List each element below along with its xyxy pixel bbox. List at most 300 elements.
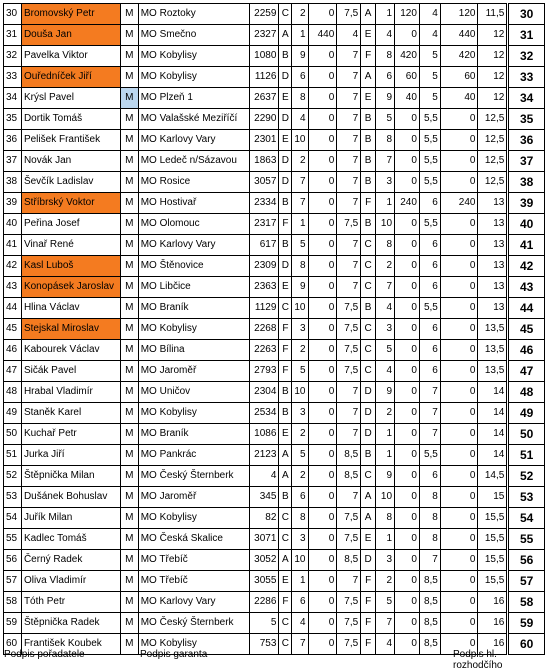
points-cell: 7 (337, 382, 361, 403)
category-cell: M (120, 298, 138, 319)
total-points-cell: 13,5 (478, 340, 508, 361)
place-cell: 10 (292, 130, 308, 151)
competitor-name: Černý Radek (21, 550, 120, 571)
points-cell: 7 (337, 571, 361, 592)
row-number: 43 (4, 277, 22, 298)
row-number: 34 (4, 88, 22, 109)
final-rank-cell: 43 (508, 277, 545, 298)
registration-number: 2268 (250, 319, 279, 340)
weight-cell: 0 (395, 256, 420, 277)
weight-cell: 0 (395, 571, 420, 592)
row-number: 45 (4, 319, 22, 340)
total-weight-cell: 0 (440, 445, 478, 466)
table-row (4, 424, 545, 445)
final-rank-cell: 51 (508, 445, 545, 466)
total-weight-cell: 0 (440, 172, 478, 193)
weight-cell: 0 (308, 571, 337, 592)
weight-cell: 0 (395, 487, 420, 508)
place-cell: 10 (292, 382, 308, 403)
sector-cell: D (279, 109, 292, 130)
final-rank-cell: 53 (508, 487, 545, 508)
club-cell: MO Braník (138, 424, 250, 445)
weight-cell: 40 (395, 88, 420, 109)
club-cell: MO Český Šternberk (138, 613, 250, 634)
row-number: 32 (4, 46, 22, 67)
points-cell: 7 (337, 235, 361, 256)
total-points-cell: 13 (478, 277, 508, 298)
weight-cell: 0 (308, 67, 337, 88)
club-cell: MO Roztoky (138, 4, 250, 25)
total-weight-cell: 0 (440, 109, 478, 130)
weight-cell: 0 (308, 130, 337, 151)
points-cell: 7 (337, 487, 361, 508)
sector-cell: C (279, 298, 292, 319)
total-points-cell: 14,5 (478, 466, 508, 487)
sector-cell: F (279, 214, 292, 235)
table-row (4, 67, 545, 88)
place-cell: 6 (292, 487, 308, 508)
sector-cell: B (361, 151, 376, 172)
organizer-signature-label: Podpis pořadatele (4, 649, 85, 660)
category-cell: M (120, 445, 138, 466)
club-cell: MO Česká Skalice (138, 529, 250, 550)
weight-cell: 0 (308, 466, 337, 487)
points-cell: 5,5 (419, 445, 440, 466)
place-cell: 9 (376, 466, 395, 487)
total-points-cell: 12,5 (478, 109, 508, 130)
points-cell: 5,5 (419, 214, 440, 235)
points-cell: 8,5 (419, 571, 440, 592)
place-cell: 10 (292, 550, 308, 571)
club-cell: MO Libčice (138, 277, 250, 298)
sector-cell: B (279, 403, 292, 424)
sector-cell: D (361, 424, 376, 445)
sector-cell: D (279, 67, 292, 88)
weight-cell: 0 (308, 256, 337, 277)
total-weight-cell: 0 (440, 298, 478, 319)
place-cell: 7 (292, 634, 308, 655)
registration-number: 2363 (250, 277, 279, 298)
place-cell: 1 (376, 529, 395, 550)
guarantor-signature-label: Podpis garanta (140, 649, 208, 660)
sector-cell: C (279, 529, 292, 550)
row-number: 56 (4, 550, 22, 571)
points-cell: 7 (419, 403, 440, 424)
category-cell: M (120, 4, 138, 25)
competitor-name: Tóth Petr (21, 592, 120, 613)
competitor-name: Stříbrský Voktor (21, 193, 120, 214)
competitor-name: Jurka Jiří (21, 445, 120, 466)
club-cell: MO Olomouc (138, 214, 250, 235)
table-row (4, 361, 545, 382)
table-row (4, 550, 545, 571)
weight-cell: 0 (395, 382, 420, 403)
place-cell: 8 (292, 256, 308, 277)
points-cell: 8 (419, 487, 440, 508)
final-rank-cell: 32 (508, 46, 545, 67)
points-cell: 7 (337, 172, 361, 193)
points-cell: 7,5 (337, 340, 361, 361)
row-number: 49 (4, 403, 22, 424)
weight-cell: 0 (395, 130, 420, 151)
weight-cell: 0 (308, 361, 337, 382)
total-points-cell: 13 (478, 235, 508, 256)
sector-cell: E (279, 424, 292, 445)
points-cell: 8,5 (337, 550, 361, 571)
total-points-cell: 14 (478, 403, 508, 424)
club-cell: MO Bílina (138, 340, 250, 361)
competitor-name: František Koubek (21, 634, 120, 655)
sector-cell: E (279, 130, 292, 151)
registration-number: 2301 (250, 130, 279, 151)
sector-cell: B (361, 109, 376, 130)
total-weight-cell: 0 (440, 466, 478, 487)
registration-number: 5 (250, 613, 279, 634)
points-cell: 6 (419, 277, 440, 298)
total-weight-cell: 40 (440, 88, 478, 109)
row-number: 54 (4, 508, 22, 529)
points-cell: 7 (419, 550, 440, 571)
competitor-name: Novák Jan (21, 151, 120, 172)
place-cell: 1 (292, 214, 308, 235)
competitor-name: Douša Jan (21, 25, 120, 46)
category-cell: M (120, 130, 138, 151)
competitor-name: Vinař René (21, 235, 120, 256)
points-cell: 6 (419, 193, 440, 214)
final-rank-cell: 37 (508, 151, 545, 172)
category-cell: M (120, 214, 138, 235)
category-cell: M (120, 529, 138, 550)
sector-cell: C (361, 277, 376, 298)
total-weight-cell: 60 (440, 67, 478, 88)
table-row (4, 4, 545, 25)
place-cell: 7 (376, 151, 395, 172)
weight-cell: 0 (308, 46, 337, 67)
total-points-cell: 12,5 (478, 151, 508, 172)
final-rank-cell: 55 (508, 529, 545, 550)
points-cell: 5 (419, 67, 440, 88)
points-cell: 7 (337, 277, 361, 298)
club-cell: MO Valašské Meziříčí (138, 109, 250, 130)
table-row (4, 46, 545, 67)
table-row (4, 172, 545, 193)
points-cell: 7 (337, 109, 361, 130)
total-points-cell: 16 (478, 613, 508, 634)
place-cell: 6 (292, 592, 308, 613)
club-cell: MO Kobylisy (138, 403, 250, 424)
place-cell: 3 (292, 319, 308, 340)
final-rank-cell: 39 (508, 193, 545, 214)
table-row (4, 487, 545, 508)
points-cell: 7,5 (337, 4, 361, 25)
weight-cell: 0 (308, 529, 337, 550)
total-weight-cell: 0 (440, 424, 478, 445)
total-weight-cell: 0 (440, 235, 478, 256)
points-cell: 5 (419, 46, 440, 67)
row-number: 53 (4, 487, 22, 508)
competitor-name: Konopásek Jaroslav (21, 277, 120, 298)
points-cell: 6 (419, 340, 440, 361)
row-number: 51 (4, 445, 22, 466)
sector-cell: D (361, 403, 376, 424)
points-cell: 7 (337, 424, 361, 445)
total-points-cell: 15,5 (478, 571, 508, 592)
place-cell: 5 (376, 340, 395, 361)
points-cell: 8,5 (337, 445, 361, 466)
total-weight-cell: 0 (440, 634, 478, 655)
registration-number: 2334 (250, 193, 279, 214)
weight-cell: 0 (308, 382, 337, 403)
sector-cell: C (279, 634, 292, 655)
final-rank-cell: 49 (508, 403, 545, 424)
registration-number: 345 (250, 487, 279, 508)
place-cell: 5 (292, 235, 308, 256)
registration-number: 2637 (250, 88, 279, 109)
sector-cell: C (361, 319, 376, 340)
points-cell: 5,5 (419, 298, 440, 319)
total-weight-cell: 0 (440, 571, 478, 592)
weight-cell: 0 (308, 403, 337, 424)
final-rank-cell: 52 (508, 466, 545, 487)
weight-cell: 0 (395, 361, 420, 382)
sector-cell: C (361, 466, 376, 487)
category-cell: M (120, 466, 138, 487)
row-number: 44 (4, 298, 22, 319)
weight-cell: 0 (308, 277, 337, 298)
weight-cell: 0 (308, 109, 337, 130)
total-points-cell: 13 (478, 214, 508, 235)
total-weight-cell: 0 (440, 340, 478, 361)
points-cell: 5,5 (419, 172, 440, 193)
category-cell: M (120, 487, 138, 508)
table-row (4, 25, 545, 46)
sector-cell: E (279, 88, 292, 109)
place-cell: 4 (292, 613, 308, 634)
competitor-name: Oliva Vladimír (21, 571, 120, 592)
weight-cell: 0 (395, 445, 420, 466)
place-cell: 9 (292, 46, 308, 67)
category-cell: M (120, 256, 138, 277)
total-weight-cell: 0 (440, 151, 478, 172)
club-cell: MO Rosice (138, 172, 250, 193)
club-cell: MO Kobylisy (138, 67, 250, 88)
weight-cell: 0 (395, 109, 420, 130)
points-cell: 7 (337, 46, 361, 67)
place-cell: 5 (292, 361, 308, 382)
place-cell: 10 (376, 487, 395, 508)
registration-number: 1086 (250, 424, 279, 445)
points-cell: 7,5 (337, 529, 361, 550)
weight-cell: 0 (395, 529, 420, 550)
points-cell: 6 (419, 361, 440, 382)
competitor-name: Stejskal Miroslav (21, 319, 120, 340)
sector-cell: C (279, 4, 292, 25)
final-rank-cell: 33 (508, 67, 545, 88)
category-cell: M (120, 403, 138, 424)
sector-cell: A (279, 550, 292, 571)
total-weight-cell: 120 (440, 4, 478, 25)
points-cell: 7,5 (337, 319, 361, 340)
competitor-name: Štěpnička Radek (21, 613, 120, 634)
place-cell: 2 (292, 424, 308, 445)
points-cell: 7 (337, 151, 361, 172)
total-weight-cell: 0 (440, 550, 478, 571)
total-weight-cell: 0 (440, 592, 478, 613)
sector-cell: B (279, 235, 292, 256)
points-cell: 7,5 (337, 613, 361, 634)
total-points-cell: 16 (478, 634, 508, 655)
category-cell: M (120, 172, 138, 193)
total-weight-cell: 0 (440, 529, 478, 550)
club-cell: MO Karlovy Vary (138, 130, 250, 151)
total-weight-cell: 440 (440, 25, 478, 46)
registration-number: 2793 (250, 361, 279, 382)
row-number: 52 (4, 466, 22, 487)
club-cell: MO Kobylisy (138, 634, 250, 655)
weight-cell: 0 (395, 151, 420, 172)
row-number: 48 (4, 382, 22, 403)
sector-cell: A (361, 4, 376, 25)
results-table (3, 3, 545, 655)
sector-cell: C (279, 613, 292, 634)
weight-cell: 0 (395, 424, 420, 445)
points-cell: 7,5 (337, 214, 361, 235)
club-cell: MO Karlovy Vary (138, 592, 250, 613)
place-cell: 3 (376, 319, 395, 340)
competitor-name: Juřík Milan (21, 508, 120, 529)
club-cell: MO Karlovy Vary (138, 235, 250, 256)
place-cell: 1 (376, 424, 395, 445)
row-number: 42 (4, 256, 22, 277)
category-cell: M (120, 67, 138, 88)
points-cell: 4 (419, 4, 440, 25)
competitor-name: Hlina Václav (21, 298, 120, 319)
total-weight-cell: 0 (440, 487, 478, 508)
place-cell: 2 (376, 256, 395, 277)
club-cell: MO Třebíč (138, 571, 250, 592)
weight-cell: 0 (308, 550, 337, 571)
table-row (4, 382, 545, 403)
total-weight-cell: 0 (440, 361, 478, 382)
points-cell: 5,5 (419, 109, 440, 130)
competitor-name: Kadlec Tomáš (21, 529, 120, 550)
sector-cell: A (279, 25, 292, 46)
total-points-cell: 13 (478, 298, 508, 319)
points-cell: 5,5 (419, 130, 440, 151)
weight-cell: 0 (395, 172, 420, 193)
competitor-name: Štěpnička Milan (21, 466, 120, 487)
row-number: 58 (4, 592, 22, 613)
table-row (4, 193, 545, 214)
place-cell: 3 (376, 172, 395, 193)
category-cell: M (120, 550, 138, 571)
place-cell: 4 (376, 298, 395, 319)
registration-number: 2123 (250, 445, 279, 466)
place-cell: 4 (376, 634, 395, 655)
place-cell: 8 (376, 46, 395, 67)
place-cell: 9 (292, 277, 308, 298)
registration-number: 2327 (250, 25, 279, 46)
sector-cell: B (279, 382, 292, 403)
category-cell: M (120, 319, 138, 340)
table-row (4, 508, 545, 529)
competitor-name: Pelišek František (21, 130, 120, 151)
final-rank-cell: 56 (508, 550, 545, 571)
weight-cell: 0 (308, 193, 337, 214)
place-cell: 2 (376, 571, 395, 592)
registration-number: 3052 (250, 550, 279, 571)
points-cell: 7 (419, 382, 440, 403)
sector-cell: B (279, 46, 292, 67)
sector-cell: E (279, 571, 292, 592)
total-weight-cell: 240 (440, 193, 478, 214)
total-weight-cell: 0 (440, 613, 478, 634)
category-cell: M (120, 424, 138, 445)
row-number: 35 (4, 109, 22, 130)
weight-cell: 0 (395, 298, 420, 319)
total-weight-cell: 0 (440, 403, 478, 424)
weight-cell: 0 (308, 340, 337, 361)
sector-cell: B (279, 193, 292, 214)
table-row (4, 214, 545, 235)
registration-number: 2317 (250, 214, 279, 235)
weight-cell: 0 (308, 508, 337, 529)
weight-cell: 0 (395, 592, 420, 613)
competitor-name: Krýsl Pavel (21, 88, 120, 109)
points-cell: 6 (419, 256, 440, 277)
points-cell: 7,5 (337, 298, 361, 319)
competitor-name: Dortik Tomáš (21, 109, 120, 130)
points-cell: 6 (419, 319, 440, 340)
weight-cell: 440 (308, 25, 337, 46)
points-cell: 8,5 (419, 592, 440, 613)
points-cell: 6 (419, 466, 440, 487)
sector-cell: D (279, 256, 292, 277)
club-cell: MO Hostivař (138, 193, 250, 214)
category-cell: M (120, 340, 138, 361)
category-cell: M (120, 613, 138, 634)
final-rank-cell: 30 (508, 4, 545, 25)
row-number: 38 (4, 172, 22, 193)
place-cell: 10 (376, 214, 395, 235)
place-cell: 3 (292, 403, 308, 424)
club-cell: MO Smečno (138, 25, 250, 46)
table-row (4, 130, 545, 151)
competitor-name: Kabourek Václav (21, 340, 120, 361)
final-rank-cell: 47 (508, 361, 545, 382)
total-points-cell: 15,5 (478, 550, 508, 571)
sector-cell: B (361, 172, 376, 193)
final-rank-cell: 48 (508, 382, 545, 403)
sector-cell: D (361, 550, 376, 571)
place-cell: 3 (376, 550, 395, 571)
weight-cell: 240 (395, 193, 420, 214)
sector-cell: F (361, 592, 376, 613)
table-row (4, 298, 545, 319)
place-cell: 8 (376, 235, 395, 256)
total-points-cell: 13,5 (478, 319, 508, 340)
place-cell: 8 (292, 88, 308, 109)
place-cell: 2 (292, 4, 308, 25)
total-points-cell: 16 (478, 592, 508, 613)
total-weight-cell: 0 (440, 130, 478, 151)
place-cell: 4 (376, 361, 395, 382)
club-cell: MO Pankrác (138, 445, 250, 466)
weight-cell: 0 (308, 445, 337, 466)
place-cell: 4 (376, 25, 395, 46)
club-cell: MO Štěnovice (138, 256, 250, 277)
weight-cell: 0 (308, 613, 337, 634)
